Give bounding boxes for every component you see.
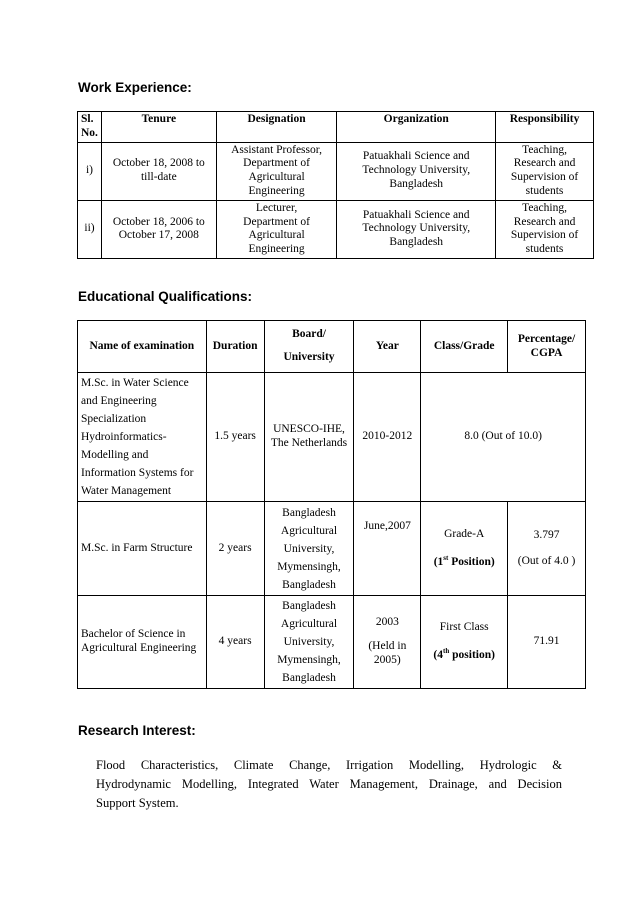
text-line: Hydroinformatics- xyxy=(81,431,167,443)
text-line: Water Management xyxy=(81,485,172,497)
text-line: students xyxy=(525,184,564,197)
text-line: Information Systems for xyxy=(81,467,194,479)
text-line: students xyxy=(525,243,564,256)
row-exam: M.Sc. in Farm Structure xyxy=(78,502,207,596)
text-line: Specialization xyxy=(81,413,147,425)
text-line: Bangladesh xyxy=(282,506,336,519)
row-board xyxy=(264,502,354,596)
text-line: Supervision of xyxy=(510,171,579,184)
position-text: (4th position) xyxy=(433,647,495,661)
work-experience-table xyxy=(77,111,594,259)
row-grade-combined: 8.0 (Out of 10.0) xyxy=(421,373,586,502)
text-line: Support System. xyxy=(96,796,179,810)
text-line: Lecturer, xyxy=(255,201,298,214)
table-row xyxy=(78,596,586,689)
research-heading: Research Interest: xyxy=(78,723,196,738)
text-line: M.Sc. in Water Science xyxy=(81,377,189,389)
text-line: Bangladesh xyxy=(389,178,444,191)
row-board xyxy=(264,373,354,502)
row-organization xyxy=(337,200,496,258)
row-exam xyxy=(78,596,207,689)
work-experience-heading: Work Experience: xyxy=(78,80,192,95)
text-line: Agricultural Engineering xyxy=(248,229,305,256)
text-line: Patuakhali Science and xyxy=(362,150,470,163)
text-line: Modelling and xyxy=(81,449,149,461)
text-line: University, xyxy=(283,636,335,648)
text-line: Department of xyxy=(243,215,310,228)
grade-text: First Class xyxy=(439,621,489,634)
cgpa-value: 3.797 xyxy=(533,528,560,541)
education-heading: Educational Qualifications: xyxy=(78,289,253,304)
position-suffix: st xyxy=(443,553,449,562)
row-class xyxy=(421,502,508,596)
text-line: The Netherlands xyxy=(270,437,348,449)
text-line: (Held in xyxy=(368,640,407,653)
text-line: Mymensingh, xyxy=(277,560,341,573)
text-line: Department of xyxy=(243,157,310,170)
text-line: Agricultural xyxy=(280,524,338,537)
text-line: CGPA xyxy=(530,346,563,359)
text-line: Technology University, xyxy=(362,164,471,177)
table-row xyxy=(78,502,586,596)
text-line: Teaching, xyxy=(522,143,567,156)
text-line: Bangladesh xyxy=(282,600,336,612)
position-number: 4 xyxy=(437,648,444,661)
position-suffix: th xyxy=(443,647,450,656)
header-responsibility: Responsibility xyxy=(496,112,594,143)
text-line: Assistant Professor, xyxy=(231,143,322,156)
text-line: Research and xyxy=(513,157,576,170)
text-line: Board/ xyxy=(292,328,326,341)
text-line: 2003 xyxy=(375,616,399,629)
header-duration: Duration xyxy=(206,321,264,373)
text-line: Hydrodynamic Modelling, Integrated Water Management, Drainage, and Decision xyxy=(96,777,562,791)
row-organization xyxy=(337,142,496,200)
research-paragraph xyxy=(96,756,562,813)
position-number: 1 xyxy=(437,555,444,568)
header-percentage xyxy=(508,321,586,373)
row-duration: 2 years xyxy=(206,502,264,596)
text-line: and Engineering xyxy=(81,395,157,407)
row-designation xyxy=(216,200,337,258)
text-line: Supervision of xyxy=(510,229,579,242)
row-sl: ii) xyxy=(78,200,102,258)
text-line: Flood Characteristics, Climate Change, Irrigation Modelling, Hydrologic & xyxy=(96,758,562,772)
text-line: University, xyxy=(283,542,335,555)
grade-text: Grade-A xyxy=(444,527,485,540)
cgpa-note: (Out of 4.0 ) xyxy=(517,554,576,567)
position-label: Position) xyxy=(448,555,495,568)
row-cgpa xyxy=(508,502,586,596)
row-designation xyxy=(216,142,337,200)
text-line: Bangladesh xyxy=(389,236,444,249)
text-line: October 18, 2006 to xyxy=(112,215,205,228)
text-line: Bachelor of Science in xyxy=(81,628,186,641)
table-row xyxy=(78,373,586,502)
row-responsibility xyxy=(496,200,594,258)
text-line: Research and xyxy=(513,215,576,228)
text-line: Patuakhali Science and xyxy=(362,208,470,221)
row-year: June,2007 xyxy=(354,502,421,596)
table-header-row xyxy=(78,112,594,143)
text-line: UNESCO-IHE, xyxy=(273,423,345,436)
row-duration: 4 years xyxy=(206,596,264,689)
row-responsibility xyxy=(496,142,594,200)
text-line: Percentage/ xyxy=(517,332,576,345)
row-year: 2010-2012 xyxy=(354,373,421,502)
header-tenure: Tenure xyxy=(101,112,216,143)
text-line: University xyxy=(283,351,335,363)
row-sl: i) xyxy=(78,142,102,200)
text-line: Technology University, xyxy=(362,222,471,235)
header-year: Year xyxy=(354,321,421,373)
text-line: Agricultural xyxy=(280,618,338,630)
header-organization: Organization xyxy=(337,112,496,143)
position-text: (1st Position) xyxy=(433,553,495,568)
row-tenure xyxy=(101,200,216,258)
row-year xyxy=(354,596,421,689)
header-exam: Name of examination xyxy=(78,321,207,373)
text-line: Agricultural Engineering xyxy=(248,171,305,197)
table-row xyxy=(78,142,594,200)
position-label: position) xyxy=(449,648,495,661)
row-cgpa: 71.91 xyxy=(508,596,586,689)
row-duration: 1.5 years xyxy=(206,373,264,502)
header-class: Class/Grade xyxy=(421,321,508,373)
row-board xyxy=(264,596,354,689)
table-header-row xyxy=(78,321,586,373)
row-tenure xyxy=(101,142,216,200)
row-exam xyxy=(78,373,207,502)
header-board xyxy=(264,321,354,373)
text-line: Bangladesh xyxy=(282,672,336,684)
text-line: 2005) xyxy=(373,653,401,666)
row-class xyxy=(421,596,508,689)
education-table xyxy=(77,320,586,689)
text-line: Teaching, xyxy=(522,201,567,214)
header-sl: Sl. No. xyxy=(78,112,102,143)
text-line: October 17, 2008 xyxy=(118,229,199,242)
header-designation: Designation xyxy=(216,112,337,143)
text-line: Mymensingh, xyxy=(277,654,341,666)
table-row xyxy=(78,200,594,258)
text-line: Agricultural Engineering xyxy=(81,642,197,654)
text-line: till-date xyxy=(140,171,177,184)
text-line: October 18, 2008 to xyxy=(112,157,205,170)
text-line: Bangladesh xyxy=(282,578,336,591)
